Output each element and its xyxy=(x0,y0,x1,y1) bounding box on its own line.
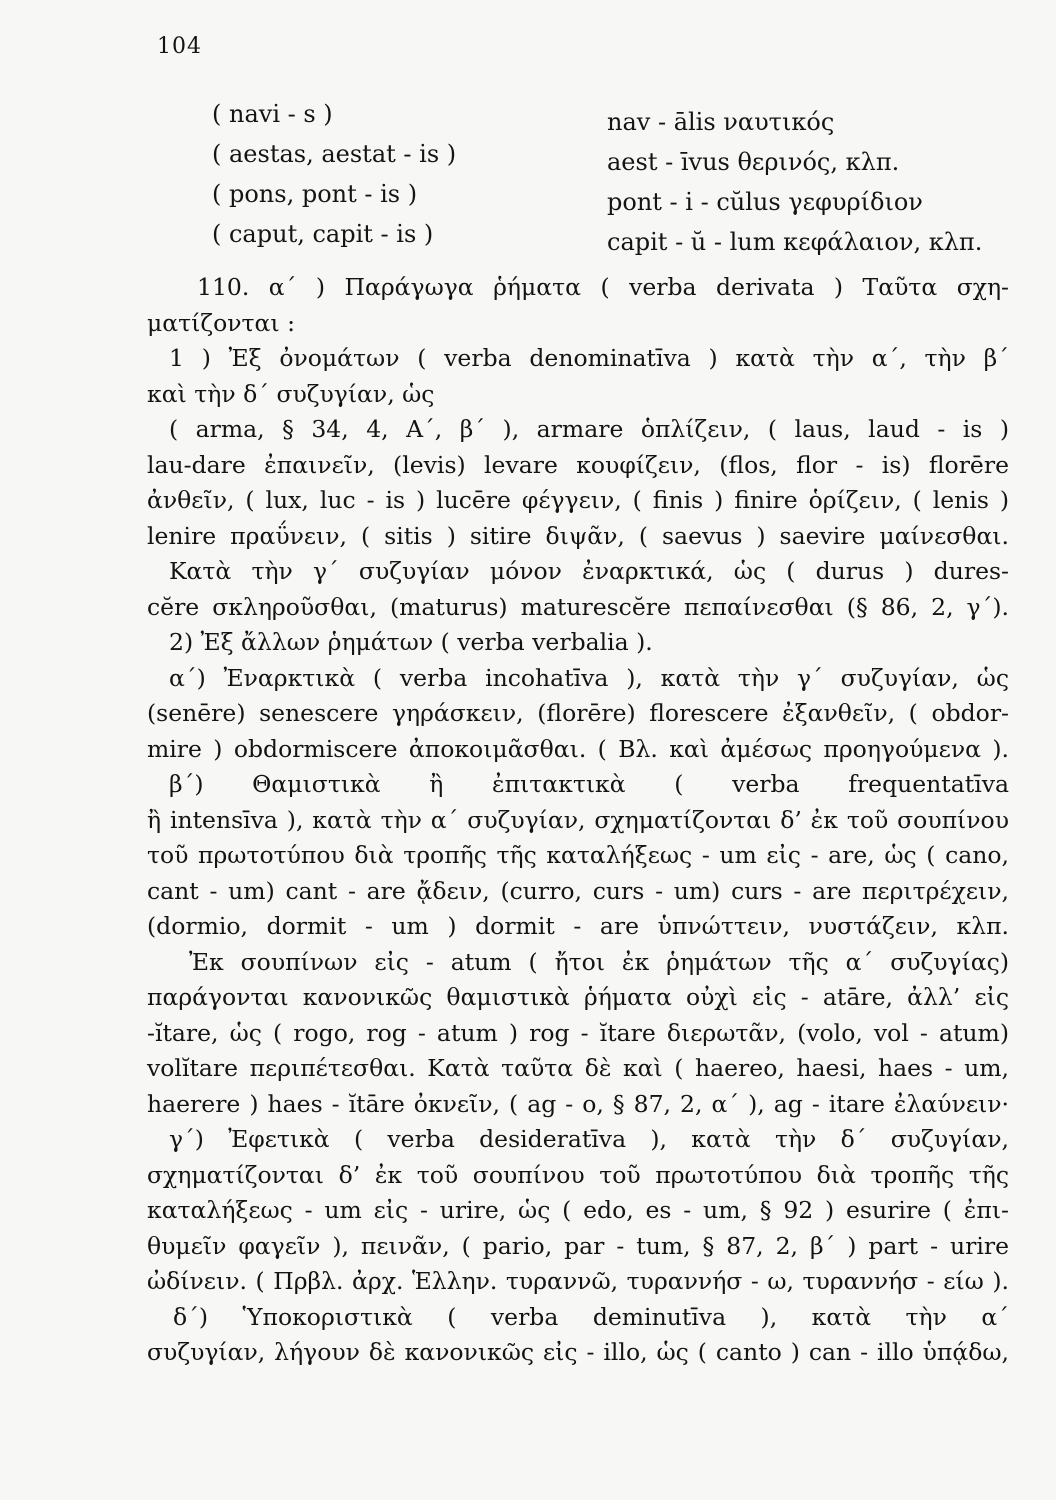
text-line: mire ) obdormiscere ἀποκοιμᾶσθαι. ( Βλ. καὶ ἀμέσως προηγούμενα ). xyxy=(147,734,1009,763)
example-source: ( pons, pont - is ) xyxy=(212,180,418,208)
text-line: lenire πραΰνειν, ( sitis ) sitire διψᾶν, ( saevus ) saevire μαίνεσθαι. xyxy=(147,521,1009,550)
example-pair xyxy=(212,140,1002,180)
text-line: συζυγίαν, λήγουν δὲ κανονικῶς εἰς - illo, ὡς ( canto ) can - illo ὑπᾴδω, xyxy=(147,1338,1009,1366)
text-line: ματίζονται : xyxy=(147,308,295,337)
text-line: (senēre) senescere γηράσκειν, (florēre) florescere ἐξανθεῖν, ( obdor- xyxy=(147,699,1009,727)
example-source: ( aestas, aestat - is ) xyxy=(212,140,457,168)
text-line: δ΄) Ὑποκοριστικὰ ( verba deminutīva ), κατὰ τὴν α΄ xyxy=(173,1302,1009,1331)
text-line: σχηματίζονται δ’ ἐκ τοῦ σουπίνου τοῦ πρωτοτύπου διὰ τροπῆς τῆς xyxy=(147,1160,1009,1189)
text-line: α΄) Ἐναρκτικὰ ( verba incohatīva ), κατὰ τὴν γ΄ συζυγίαν, ὡς xyxy=(169,663,1009,692)
text-line: γ΄) Ἐφετικὰ ( verba desideratīva ), κατὰ τὴν δ΄ συζυγίαν, xyxy=(169,1125,1009,1153)
example-source: ( navi - s ) xyxy=(212,100,333,128)
example-pair xyxy=(212,220,1002,260)
text-line: haerere ) haes - ĭtāre ὀκνεῖν, ( ag - o, § 87, 2, α΄ ), ag - itare ἐλαύνειν· xyxy=(147,1089,1009,1118)
text-line: cant - um) cant - are ᾄδειν, (curro, curs - um) curs - are περιτρέχειν, xyxy=(147,876,1009,905)
section-110-text xyxy=(147,270,1009,1371)
text-line: lau-dare ἐπαινεῖν, (levis) levare κουφίζειν, (flos, flor - is) florēre xyxy=(147,450,1009,479)
text-line: (dormio, dormit - um ) dormit - are ὑπνώττειν, νυστάζειν, κλπ. xyxy=(147,912,1009,940)
text-line: ὠδίνειν. ( Πρβλ. ἀρχ. Ἑλλην. τυραννῶ, τυραννήσ - ω, τυραννήσ - είω ). xyxy=(147,1267,1009,1295)
derivation-examples xyxy=(212,100,1002,260)
text-line: Ἐκ σουπίνων εἰς - atum ( ἤτοι ἐκ ῥημάτων τῆς α΄ συζυγίας) xyxy=(189,947,1009,976)
text-line: ἀνθεῖν, ( lux, luc - is ) lucēre φέγγειν, ( finis ) finire ὁρίζειν, ( lenis ) xyxy=(147,486,1009,514)
text-line: ἢ intensīva ), κατὰ τὴν α΄ συζυγίαν, σχηματίζονται δ’ ἐκ τοῦ σουπίνου xyxy=(147,805,1009,834)
text-line: 110. α΄ ) Παράγωγα ῥήματα ( verba derivata ) Ταῦτα σχη- xyxy=(197,273,1009,301)
text-line: θυμεῖν φαγεῖν ), πεινᾶν, ( pario, par - tum, § 87, 2, β΄ ) part - urire xyxy=(147,1231,1009,1260)
page-number: 104 xyxy=(157,34,202,59)
example-derived: aest - īvus θερινός, κλπ. xyxy=(607,148,900,176)
text-line: cĕre σκληροῦσθαι, (maturus) maturescĕre πεπαίνεσθαι (§ 86, 2, γ΄). xyxy=(147,592,1009,621)
example-pair xyxy=(212,180,1002,220)
text-line: volĭtare περιπέτεσθαι. Κατὰ ταῦτα δὲ καὶ ( haereo, haesi, haes - um, xyxy=(147,1054,1009,1082)
text-line: Κατὰ τὴν γ΄ συζυγίαν μόνον ἐναρκτικά, ὡς ( durus ) dures- xyxy=(169,557,1009,585)
example-derived: nav - ālis ναυτικός xyxy=(607,108,835,136)
example-pair xyxy=(212,100,1002,140)
text-line: παράγονται κανονικῶς θαμιστικὰ ῥήματα οὐχὶ εἰς - atāre, ἀλλ’ εἰς xyxy=(147,983,1009,1011)
text-line: ( arma, § 34, 4, Α΄, β΄ ), armare ὁπλίζειν, ( laus, laud - is ) xyxy=(169,415,1009,443)
text-line: β΄) Θαμιστικὰ ἢ ἐπιτακτικὰ ( verba frequentatīva xyxy=(169,770,1009,798)
text-line: καὶ τὴν δ΄ συζυγίαν, ὡς xyxy=(147,379,435,408)
text-line: 1 ) Ἐξ ὀνομάτων ( verba denominatīva ) κατὰ τὴν α΄, τὴν β΄ xyxy=(169,344,1009,372)
example-derived: pont - i - cŭlus γεφυρίδιον xyxy=(607,188,923,216)
example-source: ( caput, capit - is ) xyxy=(212,220,434,248)
example-derived: capit - ŭ - lum κεφάλαιον, κλπ. xyxy=(607,228,983,256)
text-line: καταλήξεως - um εἰς - urire, ὡς ( edo, es - um, § 92 ) esurire ( ἐπι- xyxy=(147,1196,1009,1224)
text-line: τοῦ πρωτοτύπου διὰ τροπῆς τῆς καταλήξεως - um εἰς - are, ὡς ( cano, xyxy=(147,841,1009,869)
text-line: 2) Ἐξ ἄλλων ῥημάτων ( verba verbalia ). xyxy=(169,628,653,656)
text-line: -ĭtare, ὡς ( rogo, rog - atum ) rog - ĭtare διερωτᾶν, (volo, vol - atum) xyxy=(147,1018,1009,1047)
